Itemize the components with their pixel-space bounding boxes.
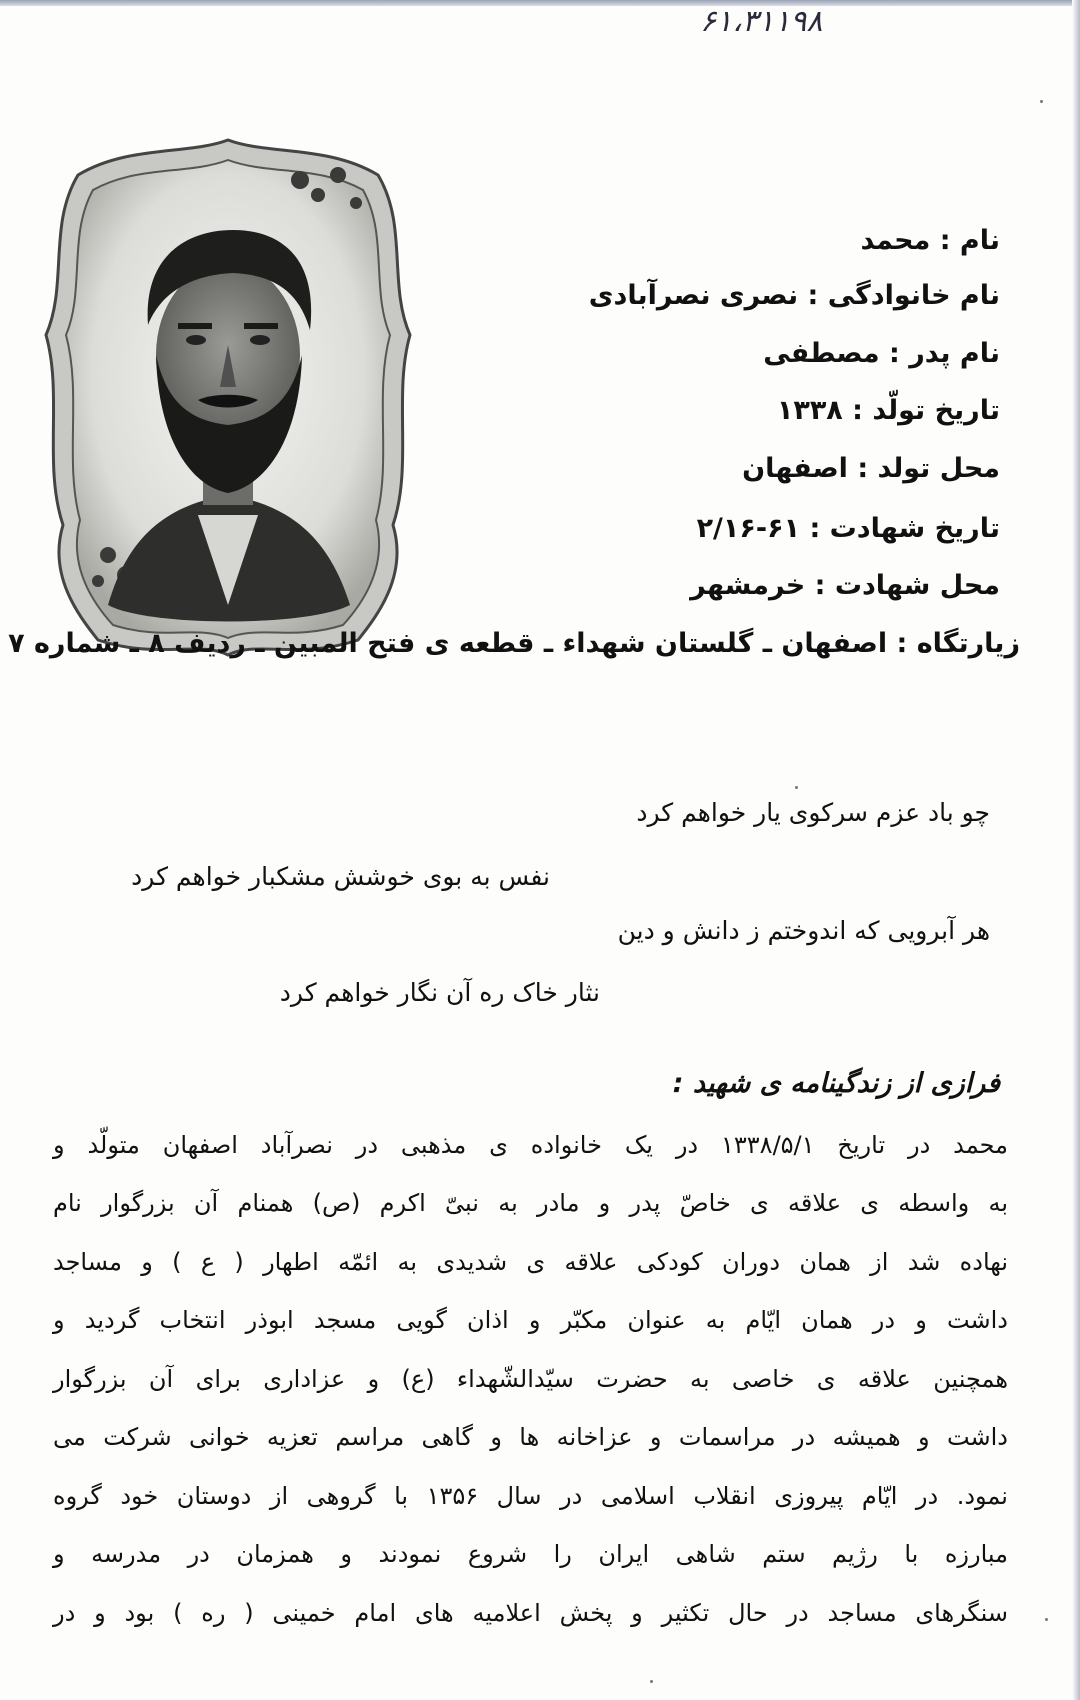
name-field: نام : محمد — [860, 225, 1000, 256]
biography-heading: فرازی از زندگینامه ی شهید : — [672, 1068, 1000, 1099]
scan-speck — [1045, 1618, 1048, 1621]
martyr-portrait — [38, 135, 418, 660]
biography-line: همچنین علاقه ی خاصی به حضرت سیّدالشّهداء (ع) و عزاداری برای آن بزرگوار — [53, 1365, 1008, 1393]
father-name-field: نام پدر : مصطفی — [763, 338, 1000, 369]
biography-line: مبارزه با رژیم ستم شاهی ایران را شروع نمودند و همزمان در مدرسه و — [53, 1540, 1008, 1568]
burial-place-field: زیارتگاه : اصفهان ـ گلستان شهداء ـ قطعه ی فتح المبین ـ ردیف ۸ ـ شماره ۷ — [8, 628, 1020, 659]
scan-speck — [650, 1680, 653, 1683]
poem-line-3: هر آبرویی که اندوختم ز دانش و دین — [617, 916, 990, 945]
poem-line-4: نثار خاک ره آن نگار خواهم کرد — [279, 978, 600, 1007]
biography-line: محمد در تاریخ ۱۳۳۸/۵/۱ در یک خانواده ی مذهبی در نصرآباد اصفهان متولّد و — [53, 1131, 1008, 1159]
biography-line: نهاده شد از همان دوران کودکی علاقه ی شدیدی به ائمّه اطهار ( ع ) و مساجد — [53, 1248, 1008, 1276]
biography-line: داشت و همیشه در مراسمات و عزاخانه ها و گاهی مراسم تعزیه خوانی شرکت می — [53, 1423, 1008, 1451]
family-name-field: نام خانوادگی : نصری نصرآبادی — [588, 280, 1000, 311]
biography-line: سنگرهای مساجد در حال تکثیر و پخش اعلامیه های امام خمینی ( ره ) بود و در — [53, 1599, 1008, 1627]
scan-right-edge — [1072, 0, 1080, 1700]
birth-date-field: تاریخ تولّد : ۱۳۳۸ — [776, 395, 1000, 426]
archive-number: ۶۱،۳۱۱۹۸ — [700, 4, 823, 39]
scan-top-edge — [0, 0, 1080, 6]
martyrdom-date-field: تاریخ شهادت : ۶۱-۲/۱۶ — [696, 513, 1000, 544]
scan-speck — [795, 786, 798, 789]
martyrdom-place-field: محل شهادت : خرمشهر — [690, 570, 1000, 601]
portrait-image — [38, 135, 418, 660]
biography-line: نمود. در ایّام پیروزی انقلاب اسلامی در سال ۱۳۵۶ با گروهی از دوستان خود گروه — [53, 1482, 1008, 1510]
biography-line: داشت و در همان ایّام به عنوان مکبّر و اذان گویی مسجد ابوذر انتخاب گردید و — [53, 1306, 1008, 1334]
biography-line: به واسطه ی علاقه ی خاصّ پدر و مادر به نبیّ اکرم (ص) همنام آن بزرگوار نام — [53, 1189, 1008, 1217]
poem-line-2: نفس به بوی خوشش مشکبار خواهم کرد — [131, 862, 550, 891]
poem-line-1: چو باد عزم سرکوی یار خواهم کرد — [636, 798, 990, 827]
scan-speck — [1040, 100, 1043, 103]
birth-place-field: محل تولد : اصفهان — [742, 453, 1000, 484]
